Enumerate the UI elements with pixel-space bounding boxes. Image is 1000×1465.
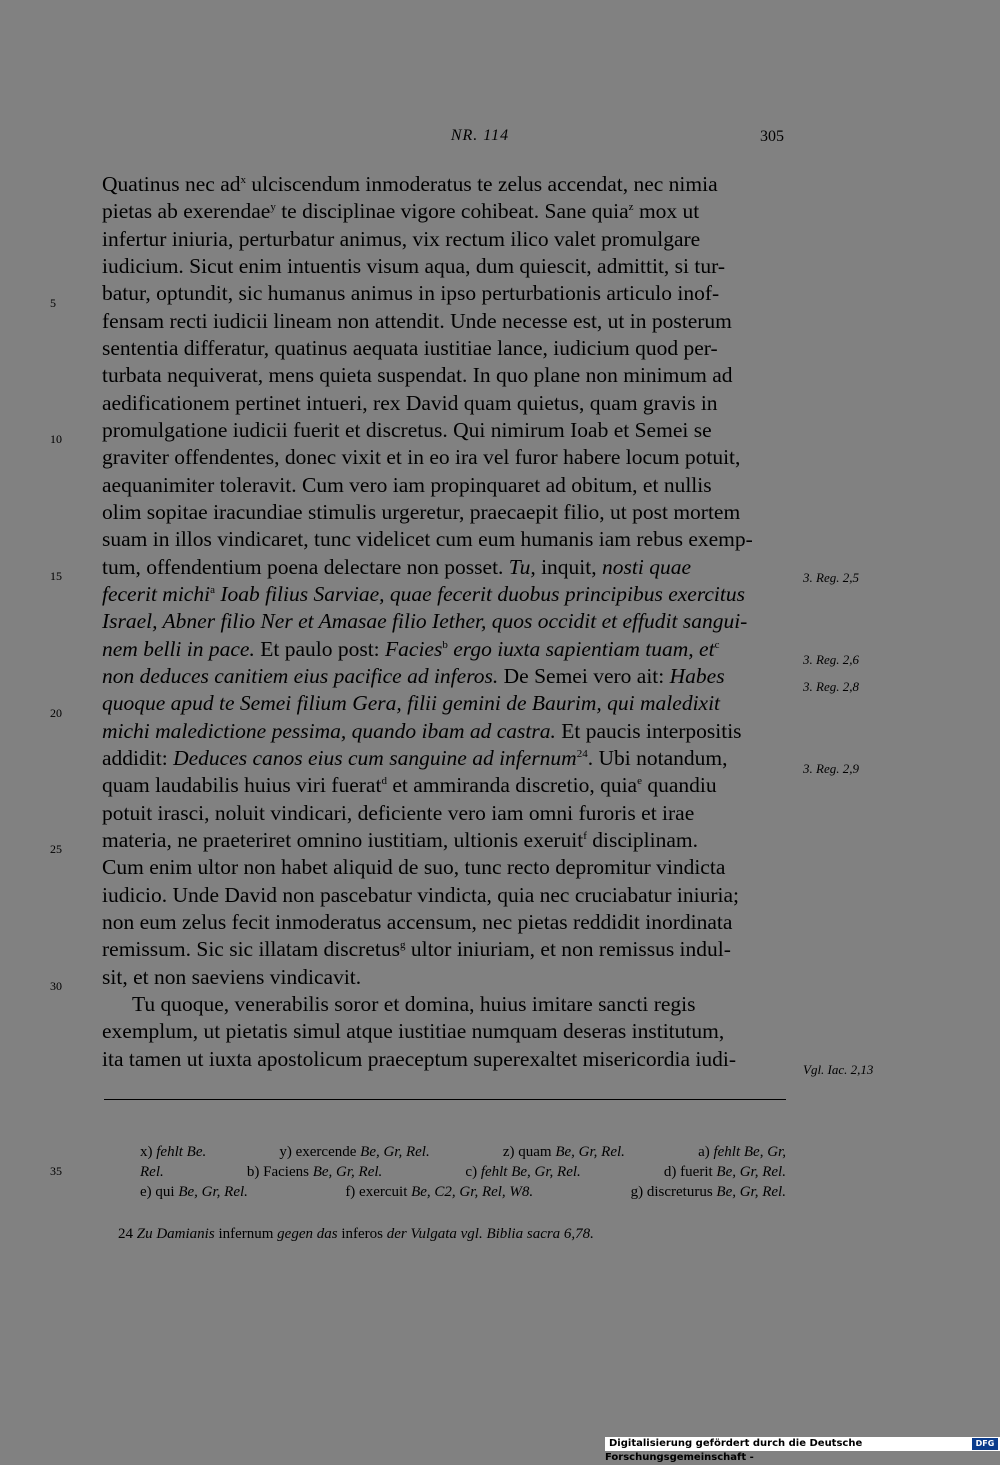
text-segment: graviter offendentes, donec vixit et in eo ira vel furor habere locum potuit,	[102, 445, 741, 470]
text-line	[102, 854, 786, 881]
text-segment: . Ubi notandum,	[587, 745, 728, 770]
apparatus-entry	[698, 1142, 786, 1162]
text-line	[102, 827, 786, 854]
text-segment: Be, C2, Gr, Rel, W8.	[411, 1184, 534, 1200]
text-segment: Tu quoque, venerabilis soror et domina, huius imitare sancti regis	[132, 991, 696, 1016]
text-line	[102, 772, 786, 799]
text-line	[102, 390, 786, 417]
margin-ref: 3. Reg. 2,8	[803, 679, 859, 694]
text-segment: iudicio. Unde David non pascebatur vindicta, quia nec cruciabatur iniuria;	[102, 882, 740, 907]
text-line	[102, 499, 786, 526]
text-segment: g	[399, 939, 406, 952]
apparatus-entry	[247, 1162, 382, 1182]
footnote-divider	[104, 1099, 786, 1100]
text-segment: et ammiranda discretio, quia	[386, 773, 638, 798]
text-segment: inquit,	[535, 554, 602, 579]
text-segment: disciplinam.	[586, 827, 698, 852]
text-line	[102, 636, 786, 663]
margin-ref: 3. Reg. 2,9	[803, 761, 859, 776]
text-segment: batur, optundit, sic humanus animus in ipso perturbationis articulo inof-	[102, 281, 720, 306]
text-segment: addidit:	[102, 745, 174, 770]
text-segment: ultor iniuriam, et non remissus indul-	[405, 937, 731, 962]
text-segment: potuit irasci, noluit vindicari, deficiente vero iam omni furoris et irae	[102, 800, 695, 825]
text-segment: mox ut	[633, 199, 700, 224]
line-number: 10	[50, 432, 62, 446]
text-segment: b) Faciens	[246, 1164, 313, 1180]
apparatus-entry	[140, 1162, 164, 1182]
apparatus-line	[140, 1142, 786, 1162]
margin-ref: Vgl. Iac. 2,13	[803, 1062, 874, 1077]
text-line	[102, 198, 786, 225]
text-segment: Ioab filius Sarviae, quae fecerit duobus principibus exercitus	[214, 581, 745, 606]
margin-ref: 3. Reg. 2,6	[803, 652, 859, 667]
dfg-logo: DFG	[972, 1438, 998, 1450]
text-segment: materia, ne praeteriret omnino iustitiam, ultionis exeruit	[102, 827, 584, 852]
text-segment: nosti quae	[602, 554, 691, 579]
text-line	[102, 936, 786, 963]
text-segment: Be, Gr, Rel.	[716, 1184, 786, 1200]
text-segment: fehlt Be, Gr,	[713, 1144, 786, 1160]
text-segment: z) quam	[502, 1144, 556, 1160]
apparatus-line	[140, 1182, 786, 1202]
text-segment: olim sopitae iracundiae stimulis urgeretur, praecaepit filio, ut post mortem	[102, 499, 741, 524]
text-segment: aedificationem pertinet intueri, rex David quam quietus, quam gravis in	[102, 390, 718, 415]
text-segment: te disciplinae vigore cohibeat. Sane quia	[275, 199, 629, 224]
text-segment: Cum enim ultor non habet aliquid de suo, tunc recto depromitur vindicta	[102, 855, 726, 880]
text-segment: y	[270, 201, 276, 214]
header-title: NR. 114	[450, 127, 510, 144]
text-segment: Zu Damianis	[136, 1226, 215, 1242]
text-segment: f	[583, 829, 587, 842]
text-segment: ita tamen ut iuxta apostolicum praeceptum superexaltet misericordia iudi-	[102, 1046, 737, 1071]
line-number: 25	[50, 842, 62, 856]
text-line	[102, 280, 786, 307]
text-segment: Tu,	[508, 554, 536, 579]
text-segment: fehlt Be.	[156, 1144, 207, 1160]
text-line	[102, 335, 786, 362]
text-segment: tum, offendentium poena delectare non posset.	[102, 554, 509, 579]
text-segment: Be, Gr, Rel.	[178, 1184, 248, 1200]
text-line	[102, 171, 786, 198]
text-segment: fecerit michi	[102, 581, 211, 606]
footnote-24	[118, 1226, 594, 1243]
text-segment: remissum. Sic sic illatam discretus	[102, 937, 400, 962]
text-segment: Israel, Abner filio Ner et Amasae filio Iether, quos occidit et effudit sangui-	[102, 609, 748, 634]
text-line	[102, 226, 786, 253]
text-segment: infertur iniuria, perturbatur animus, vix rectum ilico valet promulgare	[102, 226, 701, 251]
text-segment: 24	[118, 1226, 137, 1242]
text-segment: Deduces canos eius cum sanguine ad infernum	[173, 745, 577, 770]
text-segment: Et paulo post:	[254, 636, 386, 661]
text-segment: f) exercuit	[345, 1184, 412, 1200]
text-segment: promulgatione iudicii fuerit et discretus. Qui nimirum Ioab et Semei se	[102, 417, 712, 442]
text-segment: y) exercende	[279, 1144, 361, 1160]
text-segment: der Vulgata vgl. Biblia sacra 6,78.	[386, 1226, 594, 1242]
text-line	[102, 608, 786, 635]
text-segment: z	[628, 201, 634, 214]
text-segment: iudicium. Sicut enim intuentis visum aqua, dum quiescit, admittit, si tur-	[102, 253, 726, 278]
text-segment: Be, Gr, Rel.	[555, 1144, 625, 1160]
text-line	[102, 1018, 786, 1045]
text-line	[102, 882, 786, 909]
text-segment: fensam recti iudicii lineam non attendit. Unde necesse est, ut in posterum	[102, 308, 732, 333]
text-segment: aequanimiter toleravit. Cum vero iam propinquaret ad obitum, et nullis	[102, 472, 712, 497]
text-segment: suam in illos vindicaret, tunc videlicet cum eum humanis iam rebus exemp-	[102, 527, 753, 552]
line-number: 30	[50, 979, 62, 993]
text-segment: 24	[576, 747, 588, 760]
text-segment: c	[714, 638, 720, 651]
text-segment: a	[210, 583, 215, 596]
text-segment: non deduces canitiem eius pacifice ad inferos.	[102, 663, 499, 688]
text-line	[102, 472, 786, 499]
text-segment: c)	[465, 1164, 481, 1180]
text-segment: b	[442, 638, 448, 651]
text-segment: Be, Gr, Rel.	[716, 1164, 786, 1180]
text-segment: fehlt Be, Gr, Rel.	[480, 1164, 581, 1180]
text-segment: sit, et non saeviens vindicavit.	[102, 964, 362, 989]
text-line	[102, 444, 786, 471]
text-segment: pietas ab exerendae	[102, 199, 271, 224]
text-line	[102, 718, 786, 745]
text-segment: michi maledictione pessima, quando ibam ad castra.	[102, 718, 556, 743]
text-line	[102, 991, 786, 1018]
text-segment: e) qui	[140, 1184, 179, 1200]
margin-ref: 3. Reg. 2,5	[803, 570, 859, 585]
text-segment: x	[240, 173, 247, 186]
main-text	[102, 171, 786, 1073]
text-segment: a)	[698, 1144, 714, 1160]
text-segment: ergo iuxta sapientiam tuam, et	[447, 636, 715, 661]
apparatus-entry	[503, 1142, 625, 1162]
text-segment: quoque apud te Semei filium Gera, filii gemini de Baurim, qui maledixit	[102, 691, 721, 716]
text-segment: Rel.	[140, 1164, 164, 1180]
apparatus-entry	[631, 1182, 786, 1202]
text-segment: e	[637, 775, 642, 788]
text-line	[102, 526, 786, 553]
text-line	[102, 663, 786, 690]
text-line	[102, 253, 786, 280]
text-segment: d) fuerit	[663, 1164, 717, 1180]
text-segment: infernum	[214, 1226, 278, 1242]
line-number: 5	[50, 296, 56, 310]
apparatus-line	[140, 1162, 786, 1182]
text-segment: Et paucis interpositis	[555, 718, 742, 743]
text-line	[102, 800, 786, 827]
text-segment: turbata nequiverat, mens quieta suspendat. In quo plane non minimum ad	[102, 363, 733, 388]
text-segment: Quatinus nec ad	[102, 172, 241, 196]
text-segment: ulciscendum inmoderatus te zelus accendat, nec nimia	[246, 172, 718, 196]
text-segment: gegen das	[277, 1226, 338, 1242]
text-segment: De Semei vero ait:	[498, 663, 670, 688]
text-segment: Be, Gr, Rel.	[312, 1164, 383, 1180]
text-segment: quandiu	[641, 773, 717, 798]
text-segment: quam laudabilis huius viri fuerat	[102, 773, 382, 798]
line-number: 20	[50, 706, 62, 720]
text-segment: Be, Gr, Rel.	[360, 1144, 430, 1160]
text-segment: sententia differatur, quatinus aequata iustitiae lance, iudicium quod per-	[102, 335, 718, 360]
text-segment: inferos	[337, 1226, 387, 1242]
critical-apparatus	[140, 1142, 786, 1202]
text-line	[102, 554, 786, 581]
page-number: 305	[760, 128, 784, 145]
digitization-credit-bar	[605, 1437, 1000, 1463]
apparatus-entry	[345, 1182, 533, 1202]
text-segment: d	[381, 775, 387, 788]
credit-text: Digitalisierung gefördert durch die Deutsche Forschungsgemeinschaft -	[605, 1438, 863, 1463]
text-segment: non eum zelus fecit inmoderatus accensum, nec pietas reddidit inordinata	[102, 909, 733, 934]
text-segment: nem belli in pace.	[102, 636, 255, 661]
line-number: 15	[50, 569, 62, 583]
apparatus-entry	[279, 1142, 429, 1162]
text-line	[102, 308, 786, 335]
text-segment: exemplum, ut pietatis simul atque iustitiae numquam deseras institutum,	[102, 1019, 725, 1044]
text-line	[102, 745, 786, 772]
text-line	[102, 909, 786, 936]
text-line	[102, 690, 786, 717]
text-line	[102, 964, 786, 991]
text-segment: x)	[140, 1144, 157, 1160]
apparatus-entry	[140, 1142, 206, 1162]
text-line	[102, 362, 786, 389]
text-line	[102, 581, 786, 608]
text-segment: Habes	[669, 663, 725, 688]
line-number: 35	[50, 1164, 62, 1178]
apparatus-entry	[664, 1162, 786, 1182]
text-line	[102, 1046, 786, 1073]
apparatus-entry	[140, 1182, 248, 1202]
text-segment: g) discreturus	[630, 1184, 717, 1200]
apparatus-entry	[465, 1162, 580, 1182]
text-segment: Facies	[385, 636, 443, 661]
text-line	[102, 417, 786, 444]
